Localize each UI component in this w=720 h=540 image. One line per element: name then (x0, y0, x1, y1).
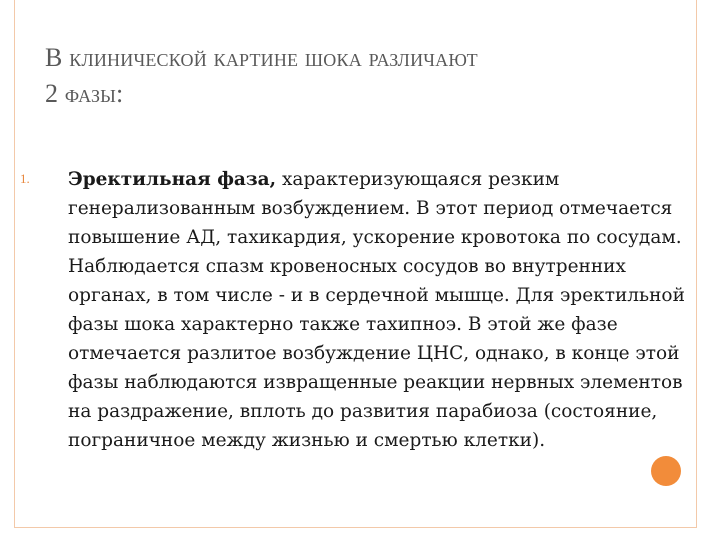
slide-title (45, 40, 665, 112)
slide-title-line1: В клинической картине шока различают (45, 43, 478, 72)
accent-circle (651, 456, 681, 486)
list-marker: 1. (20, 171, 30, 186)
list-item-description: характеризующаяся резким генерализованным возбуждением. В этот период отмечается повышение АД, тахикардия, ускорение кровотока по сосудам. Наблюдается спазм кровеносных сосудов во внутренних органах, в том числе - и в сердечной мышце. Для эректильной фазы шока характерно также тахипноэ. В этой же фазе отмечается разлитое возбуждение ЦНС, однако, в конце этой фазы наблюдаются извращенные реакции нервных элементов на раздражение, вплоть до развития парабиоза (состояние, пограничное между жизнью и смертью клетки). (68, 169, 685, 451)
list-item-text (68, 165, 693, 455)
list-item-term: Эректильная фаза, (68, 169, 277, 190)
slide-title-line2: 2 фазы: (45, 79, 124, 108)
